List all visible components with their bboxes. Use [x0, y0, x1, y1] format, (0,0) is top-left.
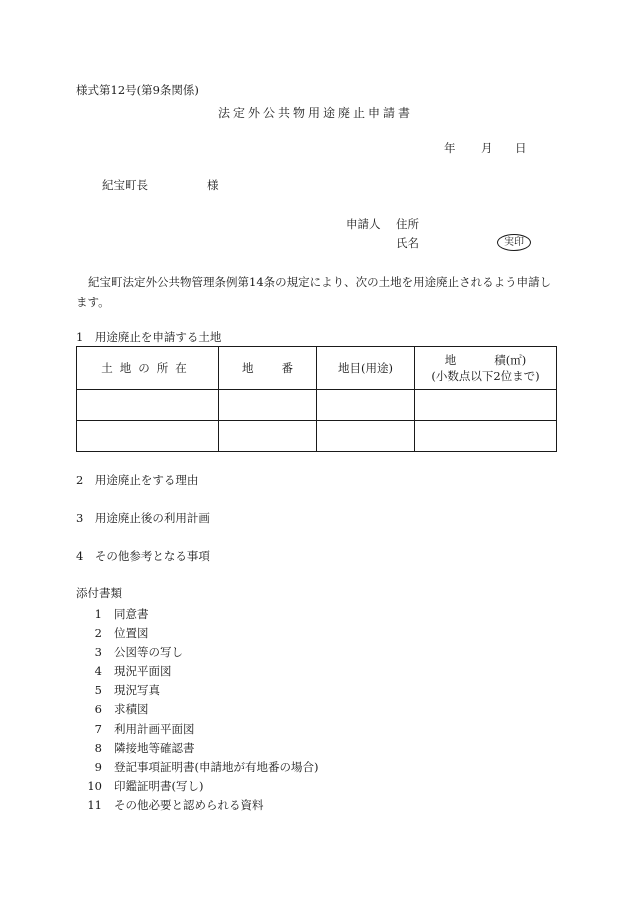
- item-number: 8: [94, 740, 102, 755]
- cell-land-category-input[interactable]: [317, 421, 415, 452]
- list-item: [84, 720, 318, 739]
- section-4-heading: 4 その他参考となる事項: [76, 549, 210, 563]
- list-item: [84, 796, 318, 815]
- section-3-heading: 3 用途廃止後の利用計画: [76, 511, 210, 525]
- item-label: 隣接地等確認書: [114, 740, 195, 755]
- cell-lot-number-input[interactable]: [219, 390, 317, 421]
- list-item: [84, 777, 318, 796]
- header-lot-number-part2: 番: [281, 361, 293, 375]
- document-title: 法定外公共物用途廃止申請書: [218, 106, 414, 120]
- list-item: [84, 662, 318, 681]
- item-label: 登記事項証明書(申請地が有地番の場合): [114, 759, 319, 774]
- header-area-note: (小数点以下2位まで): [431, 369, 540, 383]
- cell-area-input[interactable]: [415, 421, 557, 452]
- item-label: 位置図: [114, 626, 149, 641]
- applicant-name-label: 氏名: [396, 236, 419, 250]
- item-number: 3: [94, 645, 102, 660]
- date-month-label: 月: [481, 141, 493, 155]
- land-table-header-row: [77, 347, 557, 390]
- list-item: [84, 739, 318, 758]
- item-number: 10: [87, 778, 102, 793]
- seal-mark: 実印: [497, 234, 531, 251]
- item-label: 利用計画平面図: [114, 721, 195, 736]
- date-year-label: 年: [444, 141, 456, 155]
- header-area-part1: 地: [444, 353, 457, 367]
- cell-area-input[interactable]: [415, 390, 557, 421]
- header-area-part2: 積(㎡): [494, 353, 527, 367]
- body-text: 紀宝町法定外公共物管理条例第14条の規定により、次の土地を用途廃止されるよう申請します。: [76, 275, 552, 309]
- item-label: 求積図: [114, 702, 149, 717]
- item-number: 2: [94, 626, 102, 641]
- section-1-heading: 1 用途廃止を申請する土地: [76, 330, 222, 344]
- form-number: 様式第12号(第9条関係): [76, 83, 199, 97]
- header-lot-number-part1: 地: [242, 361, 254, 375]
- item-number: 7: [94, 721, 102, 736]
- applicant-address-label: 住所: [396, 217, 419, 231]
- applicant-label: 申請人: [346, 217, 381, 231]
- item-number: 11: [87, 797, 102, 812]
- cell-location-input[interactable]: [77, 390, 219, 421]
- attachments-heading: 添付書類: [76, 586, 122, 600]
- addressee-honorific: 様: [207, 178, 219, 192]
- list-item: [84, 605, 318, 624]
- table-row: [77, 390, 557, 421]
- cell-location-input[interactable]: [77, 421, 219, 452]
- section-2-heading: 2 用途廃止をする理由: [76, 473, 199, 487]
- land-table: [76, 346, 557, 452]
- list-item: [84, 643, 318, 662]
- header-area: [415, 347, 557, 390]
- table-row: [77, 421, 557, 452]
- item-number: 5: [94, 683, 102, 698]
- list-item: [84, 700, 318, 719]
- item-label: 同意書: [114, 607, 149, 621]
- item-label: 現況写真: [114, 683, 160, 698]
- date-day-label: 日: [515, 141, 527, 155]
- list-item: [84, 758, 318, 777]
- attachments-list: [84, 605, 318, 815]
- header-lot-number: [219, 347, 317, 390]
- list-item: [84, 681, 318, 700]
- addressee-name: 紀宝町長: [102, 178, 148, 192]
- item-label: その他必要と認められる資料: [114, 797, 264, 812]
- item-number: 4: [94, 664, 102, 679]
- item-label: 印鑑証明書(写し): [114, 778, 204, 793]
- header-location: 土地の所在: [77, 347, 219, 390]
- item-number: 6: [94, 702, 102, 717]
- item-number: 9: [94, 759, 102, 774]
- list-item: [84, 624, 318, 643]
- item-label: 現況平面図: [114, 664, 172, 679]
- cell-lot-number-input[interactable]: [219, 421, 317, 452]
- item-number: 1: [94, 607, 102, 621]
- item-label: 公図等の写し: [114, 645, 183, 660]
- cell-land-category-input[interactable]: [317, 390, 415, 421]
- header-land-category: 地目(用途): [317, 347, 415, 390]
